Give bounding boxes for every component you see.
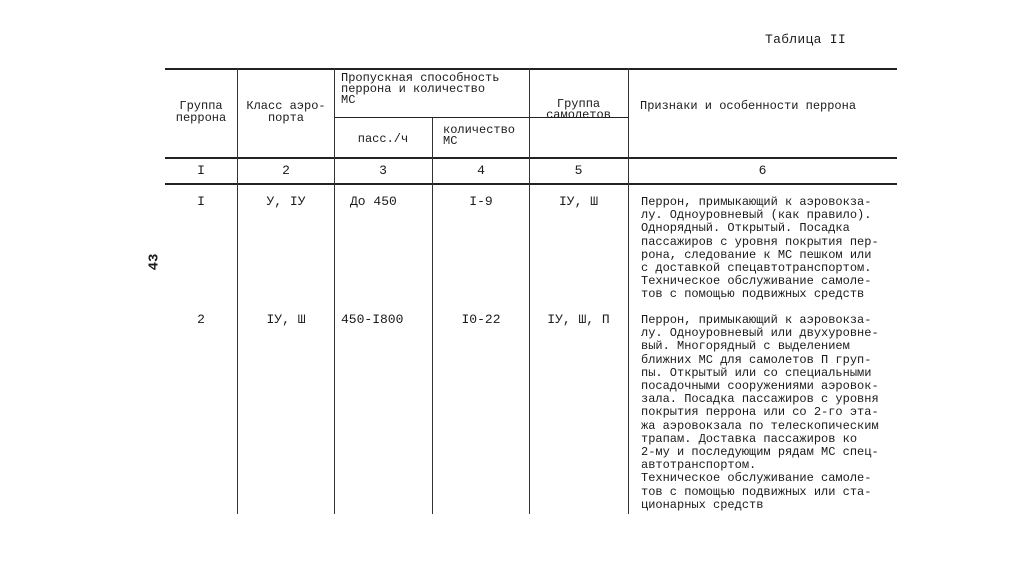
- column-divider-4: [529, 68, 530, 514]
- row1-capacity: До 450: [350, 194, 397, 209]
- column-number-1: I: [197, 163, 205, 178]
- row2-aircraft-group: IУ, Ш, П: [547, 312, 610, 327]
- row1-features: Перрон, примыкающий к аэровокза- лу. Одноуровневый (как правило). Однорядный. Открытый. Посадка пассажиров с уровня покрытия пер- рона, следование к МС пешком или с доставкой спецавтотранспортом. Техническое обслуживание самоле- тов с помощью подвижных средств: [641, 195, 879, 302]
- row2-capacity: 450-I800: [341, 312, 404, 327]
- table-top-border: [165, 68, 897, 70]
- row1-group: I: [197, 194, 205, 209]
- row2-airport-class: IУ, Ш: [266, 312, 306, 327]
- margin-page-mark: 43: [146, 253, 163, 271]
- table-title: Таблица II: [765, 32, 847, 47]
- header-group: Группа перрона: [175, 99, 227, 125]
- row1-airport-class: У, IУ: [266, 194, 306, 209]
- column-number-2: 2: [282, 163, 290, 178]
- header-bottom-border: [165, 157, 897, 159]
- column-numbers-bottom-border: [165, 183, 897, 185]
- column-number-4: 4: [477, 163, 485, 178]
- header-airport-class: Класс аэро- порта: [246, 99, 326, 125]
- column-divider-5: [628, 68, 629, 514]
- header-aircraft-group: Группа самолетов: [546, 97, 611, 122]
- row1-stands: I-9: [469, 194, 493, 209]
- header-features: Признаки и особенности перрона: [640, 99, 857, 113]
- row2-group: 2: [197, 312, 205, 327]
- row2-features: Перрон, примыкающий к аэровокза- лу. Одноуровневый или двухуровне- вый. Многорядный с выделением ближних МС для самолетов П груп- пы. Открытый или со специальными посадочными сооружениями аэровок- зала. Посадка пассажиров с уровня покрытия перрона или со 2-го эта- жа аэровокзала по телескопическим трапам. Доставка пассажиров ко 2-му и последующим рядам МС спец- автотранспортом. Техническое обслуживание самоле- тов с помощью подвижных или ста- ционарных средств: [641, 313, 879, 512]
- column-divider-1: [237, 68, 238, 514]
- column-number-3: 3: [379, 163, 387, 178]
- header-capacity: Пропускная способность перрона и количество МС: [341, 71, 500, 107]
- row1-aircraft-group: IУ, Ш: [558, 194, 598, 209]
- column-number-5: 5: [574, 163, 583, 178]
- row2-stands: I0-22: [461, 312, 501, 327]
- header-stands-count: количество МС: [443, 123, 516, 148]
- column-number-6: 6: [758, 163, 767, 178]
- header-pass-per-hour: пасс./ч: [357, 132, 409, 146]
